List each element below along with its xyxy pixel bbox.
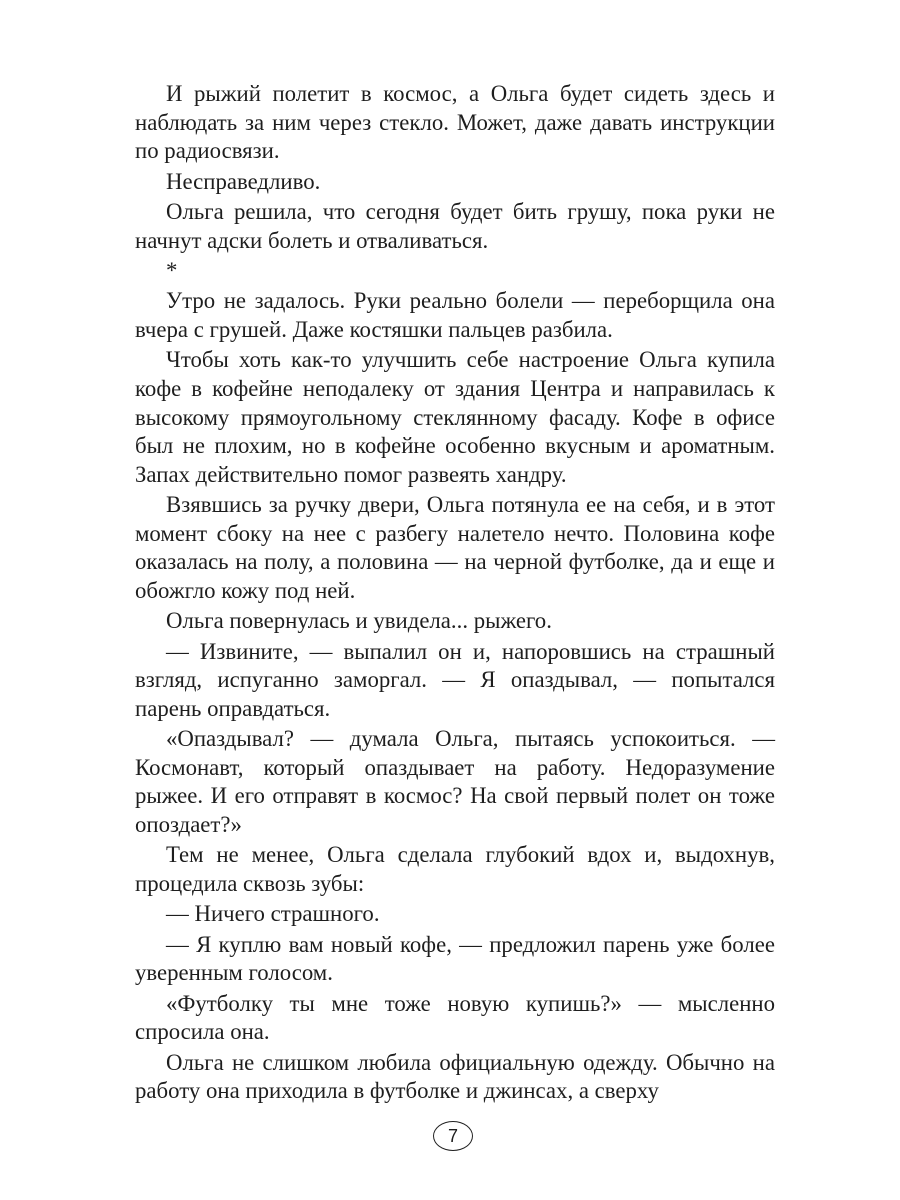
scene-break: * — [166, 257, 178, 283]
thought-paragraph: «Футболку ты мне тоже новую купишь?» — мысленно спросила она. — [135, 990, 775, 1045]
page-number: 7 — [433, 1121, 473, 1151]
paragraph: Ольга решила, что сегодня будет бить грушу, пока руки не начнут адски болеть и отваливаться. — [135, 198, 775, 253]
paragraph: Чтобы хоть как-то улучшить себе настроение Ольга купила кофе в кофейне неподалеку от здания Центра и направилась к высокому прямоугольному стеклянному фасаду. Кофе в офисе был не плохим, но в кофейне особенно вкусным и ароматным. Запах действительно помог развеять хандру. — [135, 347, 775, 487]
paragraph: Тем не менее, Ольга сделала глубокий вдох и, выдохнув, процедила сквозь зубы: — [135, 842, 775, 896]
paragraph: И рыжий полетит в космос, а Ольга будет сидеть здесь и наблюдать за ним через стекло. Может, даже давать инструкции по радиосвязи. — [135, 81, 775, 164]
paragraph: Ольга не слишком любила официальную одежду. Обычно на работу она приходила в футболке и джинсах, а сверху — [135, 1049, 775, 1104]
paragraph: Несправедливо. — [166, 168, 321, 194]
page-body — [135, 80, 775, 1104]
paragraph: Ольга повернулась и увидела... рыжего. — [166, 608, 552, 634]
dialogue-paragraph: — Ничего страшного. — [166, 901, 380, 927]
paragraph: Взявшись за ручку двери, Ольга потянула ее на себя, и в этот момент сбоку на нее с разбегу налетело нечто. Половина кофе оказалась на полу, а половина — на черной футболке, да и еще и обожгло кожу под ней. — [135, 492, 775, 603]
paragraph: Утро не задалось. Руки реально болели — переборщила она вчера с грушей. Даже костяшки пальцев разбила. — [135, 288, 775, 342]
dialogue-paragraph: — Извините, — выпалил он и, напоровшись на страшный взгляд, испуганно заморгал. — Я опаздывал, — попытался парень оправдаться. — [135, 638, 775, 721]
thought-paragraph: «Опаздывал? — думала Ольга, пытаясь успокоиться. — Космонавт, который опаздывает на работу. Недоразумение рыжее. И его отправят в космос? На свой первый полет он тоже опоздает?» — [135, 726, 775, 838]
dialogue-paragraph: — Я куплю вам новый кофе, — предложил парень уже более уверенным голосом. — [135, 931, 775, 986]
